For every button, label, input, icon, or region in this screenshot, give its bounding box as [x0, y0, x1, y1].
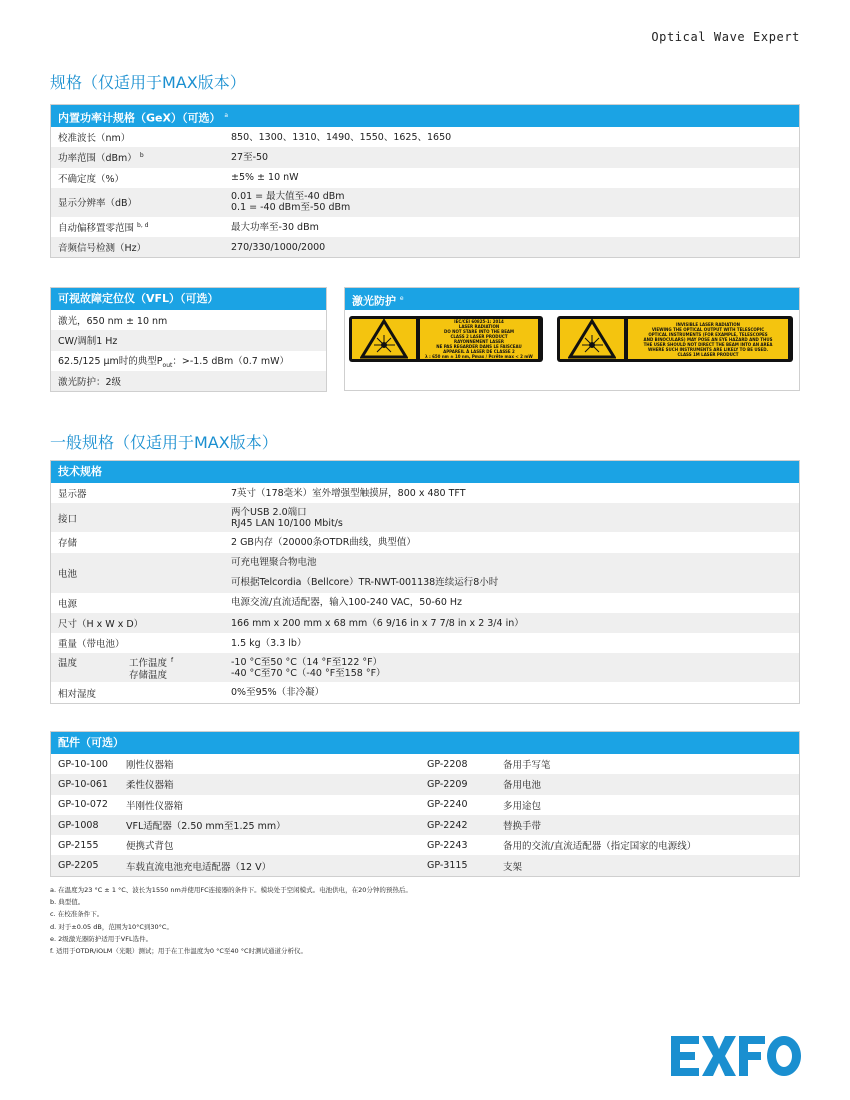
- tech-spec-label-text: 接口: [58, 513, 78, 525]
- tech-spec-label: [51, 686, 231, 700]
- tech-spec-label-text: 尺寸（H x W x D）: [58, 619, 144, 631]
- tech-spec-value-line: 可根据Telcordia（Bellcore）TR-NWT-001138连续运行8小时: [231, 577, 499, 589]
- accessory-code: GP-2242: [427, 819, 468, 831]
- power-meter-title-note: a: [224, 112, 229, 119]
- laser-protection-header: [345, 288, 799, 310]
- laser-label-line: LASER RADIATION: [458, 324, 500, 329]
- laser-label-line: CLASS 2 LASER PRODUCT: [450, 334, 508, 339]
- temperature-sublabel-text: 工作温度: [129, 658, 168, 670]
- accessory-name: 备用手写笔: [503, 760, 551, 772]
- tech-spec-label-text: 温度: [58, 658, 78, 670]
- tech-spec-value-line: 可充电锂聚合物电池: [231, 557, 317, 569]
- accessory-code: GP-10-100: [58, 758, 108, 770]
- laser-label-line: NE PAS REGARDER DANS LE FAISCEAU: [436, 344, 522, 349]
- accessories-title: 配件（可选）: [51, 732, 799, 754]
- accessory-row: [51, 815, 799, 835]
- tech-spec-row: [51, 593, 799, 613]
- accessory-row: [51, 835, 799, 855]
- tech-spec-label-text: 存储: [58, 538, 78, 550]
- vfl-row: [51, 330, 326, 350]
- accessory-name: 半刚性仪器箱: [126, 800, 184, 812]
- accessory-code: GP-2205: [58, 860, 99, 872]
- tech-spec-row: [51, 613, 799, 633]
- power-meter-label: [51, 171, 231, 185]
- tech-spec-title: 技术规格: [51, 461, 799, 483]
- power-meter-row: [51, 127, 799, 147]
- tech-spec-label: [51, 535, 231, 549]
- tech-spec-label: [51, 486, 231, 500]
- tech-spec-value-line: -40 °C至70 °C（-40 °F至158 °F）: [231, 667, 386, 679]
- temperature-sublabels: [129, 655, 173, 680]
- tech-spec-row: [51, 682, 799, 702]
- tech-spec-value: [231, 537, 416, 548]
- vfl-row: [51, 351, 326, 371]
- laser-warning-icon: [352, 319, 416, 359]
- power-meter-header: [51, 105, 799, 127]
- tech-spec-value-line: 7英寸（178毫米）室外增强型触摸屏，800 x 480 TFT: [231, 487, 466, 499]
- laser-warning-icon: [560, 319, 624, 359]
- vfl-row-text: [58, 353, 289, 369]
- power-meter-row: [51, 168, 799, 188]
- power-meter-label-text: 功率范围（dBm）: [58, 153, 137, 165]
- power-meter-row: [51, 147, 799, 167]
- tech-spec-value-line: 2 GB内存（20000条OTDR曲线，典型值）: [231, 536, 416, 548]
- vfl-row-text: 激光，650 nm ± 10 nm: [58, 316, 168, 328]
- vfl-row-text: 激光防护：2级: [58, 377, 122, 389]
- power-meter-value: [231, 191, 350, 213]
- accessory-name: 备用的交流/直流适配器（指定国家的电源线）: [503, 841, 697, 853]
- power-meter-label: [51, 150, 231, 164]
- power-meter-value-line: 最大功率至-30 dBm: [231, 221, 319, 233]
- footnote: b. 典型值。: [50, 898, 85, 907]
- power-meter-label-text: 不确定度（%）: [58, 173, 125, 185]
- vfl-pout-pre: 62.5/125 μm时的典型P: [58, 355, 163, 367]
- laser-protection-title: 激光防护: [352, 294, 396, 308]
- vfl-pout-post: ：>-1.5 dBm（0.7 mW）: [172, 355, 289, 367]
- tech-spec-row: [51, 503, 799, 532]
- laser-label-class2-text: [420, 319, 538, 359]
- power-meter-value: [231, 152, 268, 163]
- laser-label-line: λ : 650 nm ± 10 nm, Pmax / Pcrête max < 2 mW: [425, 354, 533, 359]
- laser-label-line: THE USER SHOULD NOT DIRECT THE BEAM INTO AN AREA: [643, 341, 773, 347]
- vfl-row: [51, 310, 326, 330]
- power-meter-label: [51, 240, 231, 254]
- power-meter-value: [231, 242, 325, 253]
- tech-spec-label-text: 重量（带电池）: [58, 639, 125, 651]
- power-meter-row: [51, 188, 799, 217]
- laser-label-line: AND BINOCULARS) MAY POSE AN EYE HAZARD AND THUS: [643, 336, 773, 342]
- vfl-rows: [51, 310, 326, 391]
- tech-spec-value-line: 0%至95%（非冷凝）: [231, 687, 325, 699]
- laser-protection-box: [344, 287, 800, 391]
- accessory-code: GP-10-072: [58, 799, 108, 811]
- power-meter-value-line: 270/330/1000/2000: [231, 241, 326, 253]
- tech-spec-value-line: 166 mm x 200 mm x 68 mm（6 9/16 in x 7 7/8 in x 2 3/4 in）: [231, 617, 524, 629]
- tech-spec-value: [231, 638, 306, 649]
- tech-spec-row: [51, 553, 799, 593]
- tech-spec-value: [231, 557, 498, 588]
- tech-spec-label: [51, 596, 231, 610]
- tech-spec-row: [51, 653, 799, 682]
- tech-spec-value: [231, 618, 524, 629]
- accessory-code: GP-2243: [427, 839, 468, 851]
- power-meter-value: [231, 132, 451, 143]
- laser-label-class1m: [557, 316, 793, 362]
- power-meter-value-line: 0.1 = -40 dBm至-50 dBm: [231, 202, 351, 214]
- laser-label-line: APPAREIL À LASER DE CLASSE 2: [443, 349, 515, 354]
- tech-spec-value: [231, 687, 324, 698]
- accessory-name: 车载直流电池充电适配器（12 V）: [126, 861, 272, 873]
- tech-spec-label-text: 显示器: [58, 489, 87, 501]
- tech-spec-label: [51, 655, 231, 680]
- footnotes: [50, 884, 412, 957]
- power-meter-value-line: ±5% ± 10 nW: [231, 172, 299, 184]
- tech-spec-label: [51, 616, 231, 630]
- accessory-name: VFL适配器（2.50 mm至1.25 mm）: [126, 821, 286, 833]
- laser-label-line: CLASS 1M LASER PRODUCT: [677, 351, 739, 357]
- power-meter-value: [231, 222, 319, 233]
- accessory-code: GP-2208: [427, 758, 468, 770]
- power-meter-label-note: b, d: [137, 221, 149, 229]
- temperature-sublabel-text: 存储温度: [129, 669, 168, 681]
- tech-spec-label-text: 相对湿度: [58, 688, 97, 700]
- tech-spec-value: [231, 597, 462, 608]
- accessory-name: 支架: [503, 861, 523, 873]
- power-meter-label-text: 音频信号检测（Hz）: [58, 243, 147, 255]
- power-meter-rows: [51, 127, 799, 257]
- laser-label-line: OPTICAL INSTRUMENTS (FOR EXAMPLE, TELESCOPES: [648, 331, 768, 337]
- laser-label-class2: [349, 316, 543, 362]
- footnote: e. 2级激光器防护适用于VFL选件。: [50, 934, 153, 943]
- accessory-code: GP-10-061: [58, 778, 108, 790]
- vfl-pout-sub: out: [162, 361, 173, 369]
- accessory-code: GP-3115: [427, 860, 468, 872]
- tech-spec-table: [50, 460, 800, 704]
- tech-spec-row: [51, 483, 799, 503]
- tech-spec-value: [231, 507, 343, 529]
- accessory-row: [51, 754, 799, 774]
- footnote: c. 在校准条件下。: [50, 910, 104, 919]
- accessory-name: 备用电池: [503, 780, 542, 792]
- accessory-code: GP-2155: [58, 839, 99, 851]
- laser-protection-title-note: e: [399, 295, 404, 302]
- temperature-sublabel: [129, 655, 173, 669]
- temperature-sublabel: [129, 670, 173, 681]
- footnote: f. 适用于OTDR/iOLM（光眼）测试；用于在工作温度为0 °C至40 °C时测试通道分析仪。: [50, 947, 308, 956]
- laser-label-line: WHERE SUCH INSTRUMENTS ARE LIKELY TO BE USED.: [647, 346, 769, 352]
- power-meter-label-text: 自动偏移置零范围: [58, 223, 135, 235]
- accessory-name: 柔性仪器箱: [126, 780, 174, 792]
- tech-spec-label: [51, 511, 231, 525]
- accessory-code: GP-2209: [427, 778, 468, 790]
- tech-spec-value-line: RJ45 LAN 10/100 Mbit/s: [231, 517, 343, 529]
- vfl-title: 可视故障定位仪（VFL）（可选）: [51, 288, 326, 310]
- footnote: d. 对于±0.05 dB，范围为10°C到30°C。: [50, 922, 173, 931]
- power-meter-row: [51, 217, 799, 237]
- tech-spec-label-text: 电池: [58, 568, 78, 580]
- power-meter-table: [50, 104, 800, 258]
- power-meter-value-line: 0.01 = 最大值至-40 dBm: [231, 191, 345, 203]
- laser-label-line: INVISIBLE LASER RADIATION: [676, 321, 740, 327]
- brand-tagline: Optical Wave Expert: [651, 30, 800, 44]
- tech-spec-value-line: -10 °C至50 °C（14 °F至122 °F）: [231, 656, 383, 668]
- power-meter-value-line: 850、1300、1310、1490、1550、1625、1650: [231, 131, 452, 143]
- accessories-rows: [51, 754, 799, 876]
- power-meter-label: [51, 195, 231, 209]
- spec-section-title: 规格（仅适用于MAX版本）: [50, 73, 246, 92]
- power-meter-title: 内置功率计规格（GeX）（可选）: [58, 111, 221, 125]
- accessory-name: 多用途包: [503, 800, 542, 812]
- tech-spec-value-line: 两个USB 2.0端口: [231, 506, 307, 518]
- power-meter-label-note: b: [139, 152, 144, 160]
- tech-spec-value-line: 电源交流/直流适配器，输入100-240 VAC，50-60 Hz: [231, 597, 463, 609]
- accessory-name: 便携式背包: [126, 841, 174, 853]
- power-meter-row: [51, 237, 799, 257]
- laser-label-line: DO NOT STARE INTO THE BEAM: [444, 329, 514, 334]
- laser-label-line: RAYONNEMENT LASER: [454, 339, 504, 344]
- tech-spec-row: [51, 633, 799, 653]
- power-meter-value-line: 27至-50: [231, 151, 269, 163]
- power-meter-label: [51, 130, 231, 144]
- vfl-table: [50, 287, 327, 392]
- vfl-row: [51, 371, 326, 391]
- power-meter-label-text: 显示分辨率（dB）: [58, 198, 138, 210]
- tech-spec-row: [51, 532, 799, 552]
- footnote: a. 在温度为23 °C ± 1 °C、波长为1550 nm并使用FC连接器的条件下。模块处于空闲模式。电池供电，在20分钟的预热后。: [50, 886, 412, 894]
- tech-spec-value-line: 1.5 kg（3.3 lb）: [231, 637, 307, 649]
- general-section-title: 一般规格（仅适用于MAX版本）: [50, 433, 278, 452]
- tech-spec-label-text: 电源: [58, 598, 78, 610]
- tech-spec-value: [231, 657, 386, 679]
- accessory-row: [51, 774, 799, 794]
- laser-label-line: IEC/CEI 60825-1: 2014: [454, 319, 504, 324]
- accessory-row: [51, 795, 799, 815]
- vfl-row-text: CW/调制1 Hz: [58, 336, 118, 348]
- power-meter-label-text: 校准波长（nm）: [58, 133, 131, 145]
- tech-spec-label: [51, 566, 231, 580]
- temperature-sublabel-note: f: [171, 657, 174, 665]
- accessory-name: 替换手带: [503, 821, 542, 833]
- exfo-logo: [671, 1036, 801, 1079]
- laser-label-line: VIEWING THE OPTICAL OUTPUT WITH TELESCOPIC: [651, 326, 765, 332]
- accessory-code: GP-1008: [58, 819, 99, 831]
- tech-spec-value-line: [231, 568, 498, 577]
- accessory-row: [51, 855, 799, 875]
- tech-spec-label: [51, 636, 231, 650]
- accessory-name: 刚性仪器箱: [126, 760, 174, 772]
- power-meter-label: [51, 220, 231, 234]
- tech-spec-rows: [51, 483, 799, 703]
- laser-label-class1m-text: [628, 319, 788, 359]
- tech-spec-value: [231, 488, 466, 499]
- accessories-table: [50, 731, 800, 877]
- power-meter-value: [231, 172, 299, 183]
- accessory-code: GP-2240: [427, 799, 468, 811]
